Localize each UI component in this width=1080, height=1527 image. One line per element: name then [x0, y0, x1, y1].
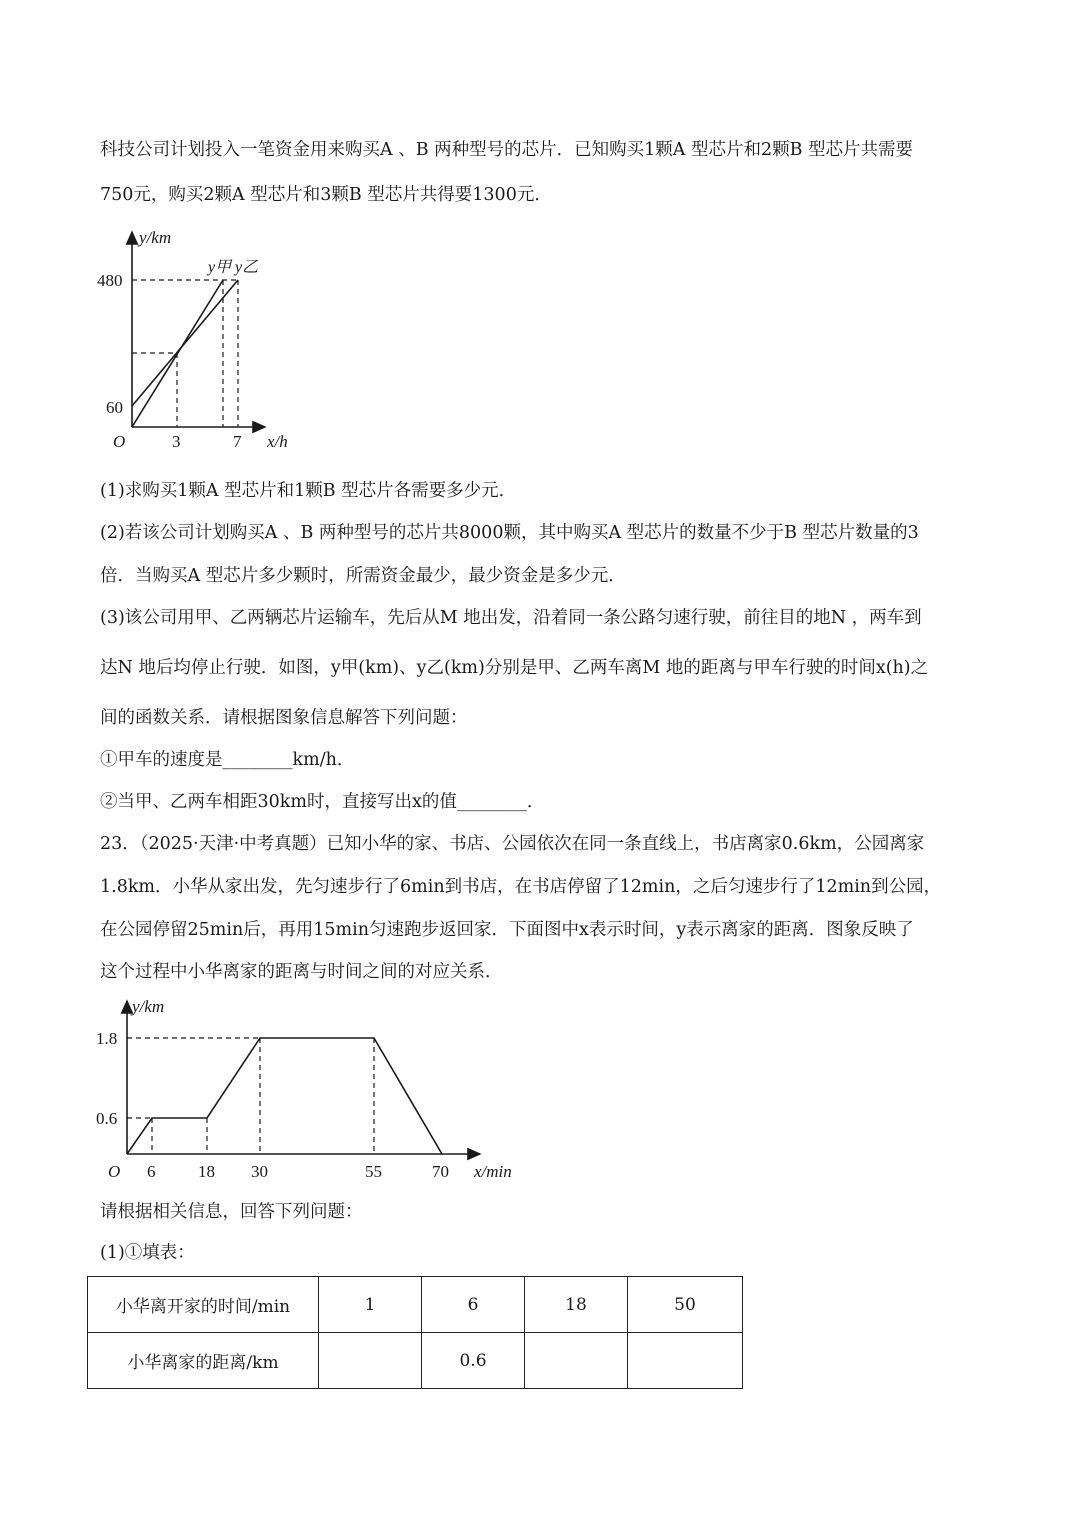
problem-23-line-4: 这个过程中小华离家的距离与时间之间的对应关系．	[100, 962, 503, 982]
table-cell	[525, 1333, 628, 1389]
line-yi	[132, 280, 238, 406]
question-3-sub-2: ②当甲、乙两车相距30km时，直接写出x的值________．	[100, 792, 545, 812]
table-cell: 18	[525, 1277, 628, 1333]
question-3-line-1: (3)该公司用甲、乙两辆芯片运输车，先后从M 地出发，沿着同一条公路匀速行驶，前往目的地N ，两车到	[100, 608, 922, 628]
table-row	[88, 1277, 743, 1333]
x-tick-7: 7	[233, 432, 242, 451]
question-2-line-1: (2)若该公司计划购买A 、B 两种型号的芯片共8000颗，其中购买A 型芯片的数量不少于B 型芯片数量的3	[100, 523, 919, 543]
x-tick-55: 55	[365, 1162, 382, 1181]
problem-23-line-2: 1.8km．小华从家出发，先匀速步行了6min到书店，在书店停留了12min，之后匀速步行了12min到公园，	[100, 877, 942, 897]
table-cell: 1	[319, 1277, 422, 1333]
table-cell	[628, 1333, 743, 1389]
y-tick-1.8: 1.8	[96, 1029, 118, 1048]
problem-23-line-1: 23．（2025·天津·中考真题）已知小华的家、书店、公园依次在同一条直线上，书店离家0.6km，公园离家	[100, 834, 925, 854]
origin-label: O	[113, 432, 126, 451]
table-cell: 50	[628, 1277, 743, 1333]
fill-in-table	[87, 1276, 743, 1389]
intro-line-1: 科技公司计划投入一笔资金用来购买A 、B 两种型号的芯片．已知购买1颗A 型芯片和2颗B 型芯片共需要	[100, 140, 914, 160]
y-axis-label: y/km	[139, 228, 172, 247]
problem-23-sub-1: (1)①填表：	[100, 1243, 195, 1263]
origin-label: O	[108, 1162, 121, 1181]
y-tick-0.6: 0.6	[96, 1109, 118, 1128]
question-1: (1)求购买1颗A 型芯片和1颗B 型芯片各需要多少元．	[100, 481, 517, 501]
graph-walk-distance	[90, 995, 530, 1185]
question-3-line-2: 达N 地后均停止行驶．如图，y甲(km)、y乙(km)分别是甲、乙两车离M 地的距离与甲车行驶的时间x(h)之	[100, 658, 929, 678]
table-cell: 0.6	[422, 1333, 525, 1389]
question-2-line-2: 倍．当购买A 型芯片多少颗时，所需资金最少，最少资金是多少元．	[100, 566, 626, 586]
label-y-yi: y乙	[235, 259, 259, 276]
x-axis-label: x/h	[267, 432, 288, 451]
x-tick-6: 6	[147, 1162, 156, 1181]
table-cell: 6	[422, 1277, 525, 1333]
table-row	[88, 1333, 743, 1389]
problem-23-line-3: 在公园停留25min后，再用15min匀速跑步返回家．下面图中x表示时间，y表示离家的距离．图象反映了	[100, 920, 914, 940]
graph-vehicle-distance	[95, 222, 315, 458]
x-tick-3: 3	[172, 432, 181, 451]
x-tick-18: 18	[198, 1162, 215, 1181]
distance-polyline	[127, 1038, 442, 1154]
table-cell	[319, 1333, 422, 1389]
x-axis-label: x/min	[474, 1162, 512, 1181]
y-tick-480: 480	[97, 271, 123, 290]
question-3-sub-1: ①甲车的速度是________km/h．	[100, 750, 355, 770]
problem-23-prompt: 请根据相关信息，回答下列问题：	[100, 1202, 363, 1222]
y-tick-60: 60	[106, 398, 123, 417]
question-3-line-3: 间的函数关系．请根据图象信息解答下列问题：	[100, 708, 468, 728]
y-axis-label: y/km	[132, 997, 165, 1016]
table-header-distance: 小华离家的距离/km	[88, 1333, 319, 1389]
x-tick-30: 30	[251, 1162, 268, 1181]
label-y-jia: y甲	[208, 259, 232, 276]
x-tick-70: 70	[432, 1162, 449, 1181]
table-header-time: 小华离开家的时间/min	[88, 1277, 319, 1333]
intro-line-2: 750元，购买2颗A 型芯片和3颗B 型芯片共得要1300元．	[100, 185, 552, 205]
